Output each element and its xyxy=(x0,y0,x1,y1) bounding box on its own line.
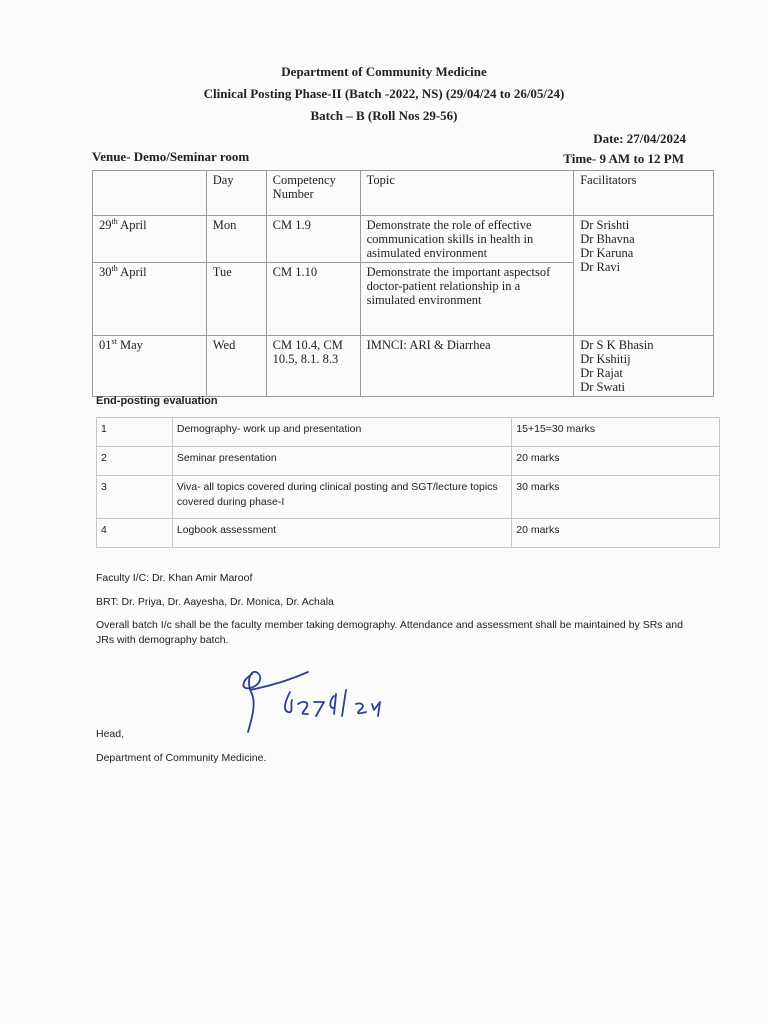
facilitator-name: Dr S K Bhasin xyxy=(580,338,654,352)
header-date xyxy=(93,171,207,216)
row-topic: Demonstrate the important aspectsof doctor-patient relationship in a simulated environment xyxy=(360,263,574,336)
evaluation-row xyxy=(97,519,720,548)
eval-item: Logbook assessment xyxy=(172,519,511,548)
batch-note: Overall batch I/c shall be the faculty member taking demography. Attendance and assessment shall be maintained by SRs and JRs with demography batch. xyxy=(96,619,683,646)
facilitator-name: Dr Ravi xyxy=(580,260,621,274)
header-topic: Topic xyxy=(360,171,574,216)
schedule-header-row xyxy=(93,171,714,216)
posting-title: Clinical Posting Phase-II (Batch -2022, NS) (29/04/24 to 26/05/24) xyxy=(203,86,565,101)
row-competency: CM 1.10 xyxy=(266,263,360,336)
venue-label: Venue- Demo/Seminar room xyxy=(92,149,250,164)
eval-no: 4 xyxy=(97,519,173,548)
facilitator-name: Dr Bhavna xyxy=(580,232,635,246)
header-facilitators: Facilitators xyxy=(574,171,714,216)
schedule-row xyxy=(93,216,714,263)
facilitator-name: Dr Rajat xyxy=(580,366,623,380)
eval-no: 1 xyxy=(97,418,173,447)
row-competency: CM 10.4, CM 10.5, 8.1. 8.3 xyxy=(266,336,360,397)
row-date: 30th April xyxy=(93,263,207,336)
eval-item: Demography- work up and presentation xyxy=(172,418,511,447)
facilitator-name: Dr Srishti xyxy=(580,218,630,232)
eval-item: Viva- all topics covered during clinical posting and SGT/lecture topics covered during phase-I xyxy=(172,476,511,519)
row-topic: IMNCI: ARI & Diarrhea xyxy=(360,336,574,397)
evaluation-row xyxy=(97,418,720,447)
eval-item: Seminar presentation xyxy=(172,447,511,476)
evaluation-row xyxy=(97,476,720,519)
facilitators-group-2 xyxy=(574,336,714,397)
signature-image xyxy=(230,660,410,740)
facilitators-group-1 xyxy=(574,216,714,336)
row-date: 29th April xyxy=(93,216,207,263)
faculty-incharge: Faculty I/C: Dr. Khan Amir Maroof xyxy=(96,572,253,584)
facilitator-name: Dr Karuna xyxy=(580,246,634,260)
row-day: Wed xyxy=(206,336,266,397)
row-day: Mon xyxy=(206,216,266,263)
department-title: Department of Community Medicine xyxy=(281,64,487,79)
date-label: Date: 27/04/2024 xyxy=(593,131,686,146)
header-day: Day xyxy=(206,171,266,216)
batch-title: Batch – B (Roll Nos 29-56) xyxy=(310,108,458,123)
row-topic: Demonstrate the role of effective communication skills in health in asimulated environment xyxy=(360,216,574,263)
facilitator-name: Dr Swati xyxy=(580,380,625,394)
evaluation-row xyxy=(97,447,720,476)
eval-no: 3 xyxy=(97,476,173,519)
brt-members: BRT: Dr. Priya, Dr. Aayesha, Dr. Monica, Dr. Achala xyxy=(96,596,334,608)
row-date: 01st May xyxy=(93,336,207,397)
eval-marks: 20 marks xyxy=(512,447,720,476)
time-label: Time- 9 AM to 12 PM xyxy=(563,151,684,166)
schedule-row xyxy=(93,336,714,397)
header-competency: Competency Number xyxy=(266,171,360,216)
row-day: Tue xyxy=(206,263,266,336)
eval-no: 2 xyxy=(97,447,173,476)
facilitator-name: Dr Kshitij xyxy=(580,352,631,366)
evaluation-table xyxy=(96,417,720,548)
signatory-department: Department of Community Medicine. xyxy=(96,752,267,764)
eval-marks: 20 marks xyxy=(512,519,720,548)
eval-marks: 30 marks xyxy=(512,476,720,519)
eval-marks: 15+15=30 marks xyxy=(512,418,720,447)
row-competency: CM 1.9 xyxy=(266,216,360,263)
schedule-table xyxy=(92,170,714,397)
evaluation-title: End-posting evaluation xyxy=(96,395,218,407)
signatory-title: Head, xyxy=(96,728,125,740)
